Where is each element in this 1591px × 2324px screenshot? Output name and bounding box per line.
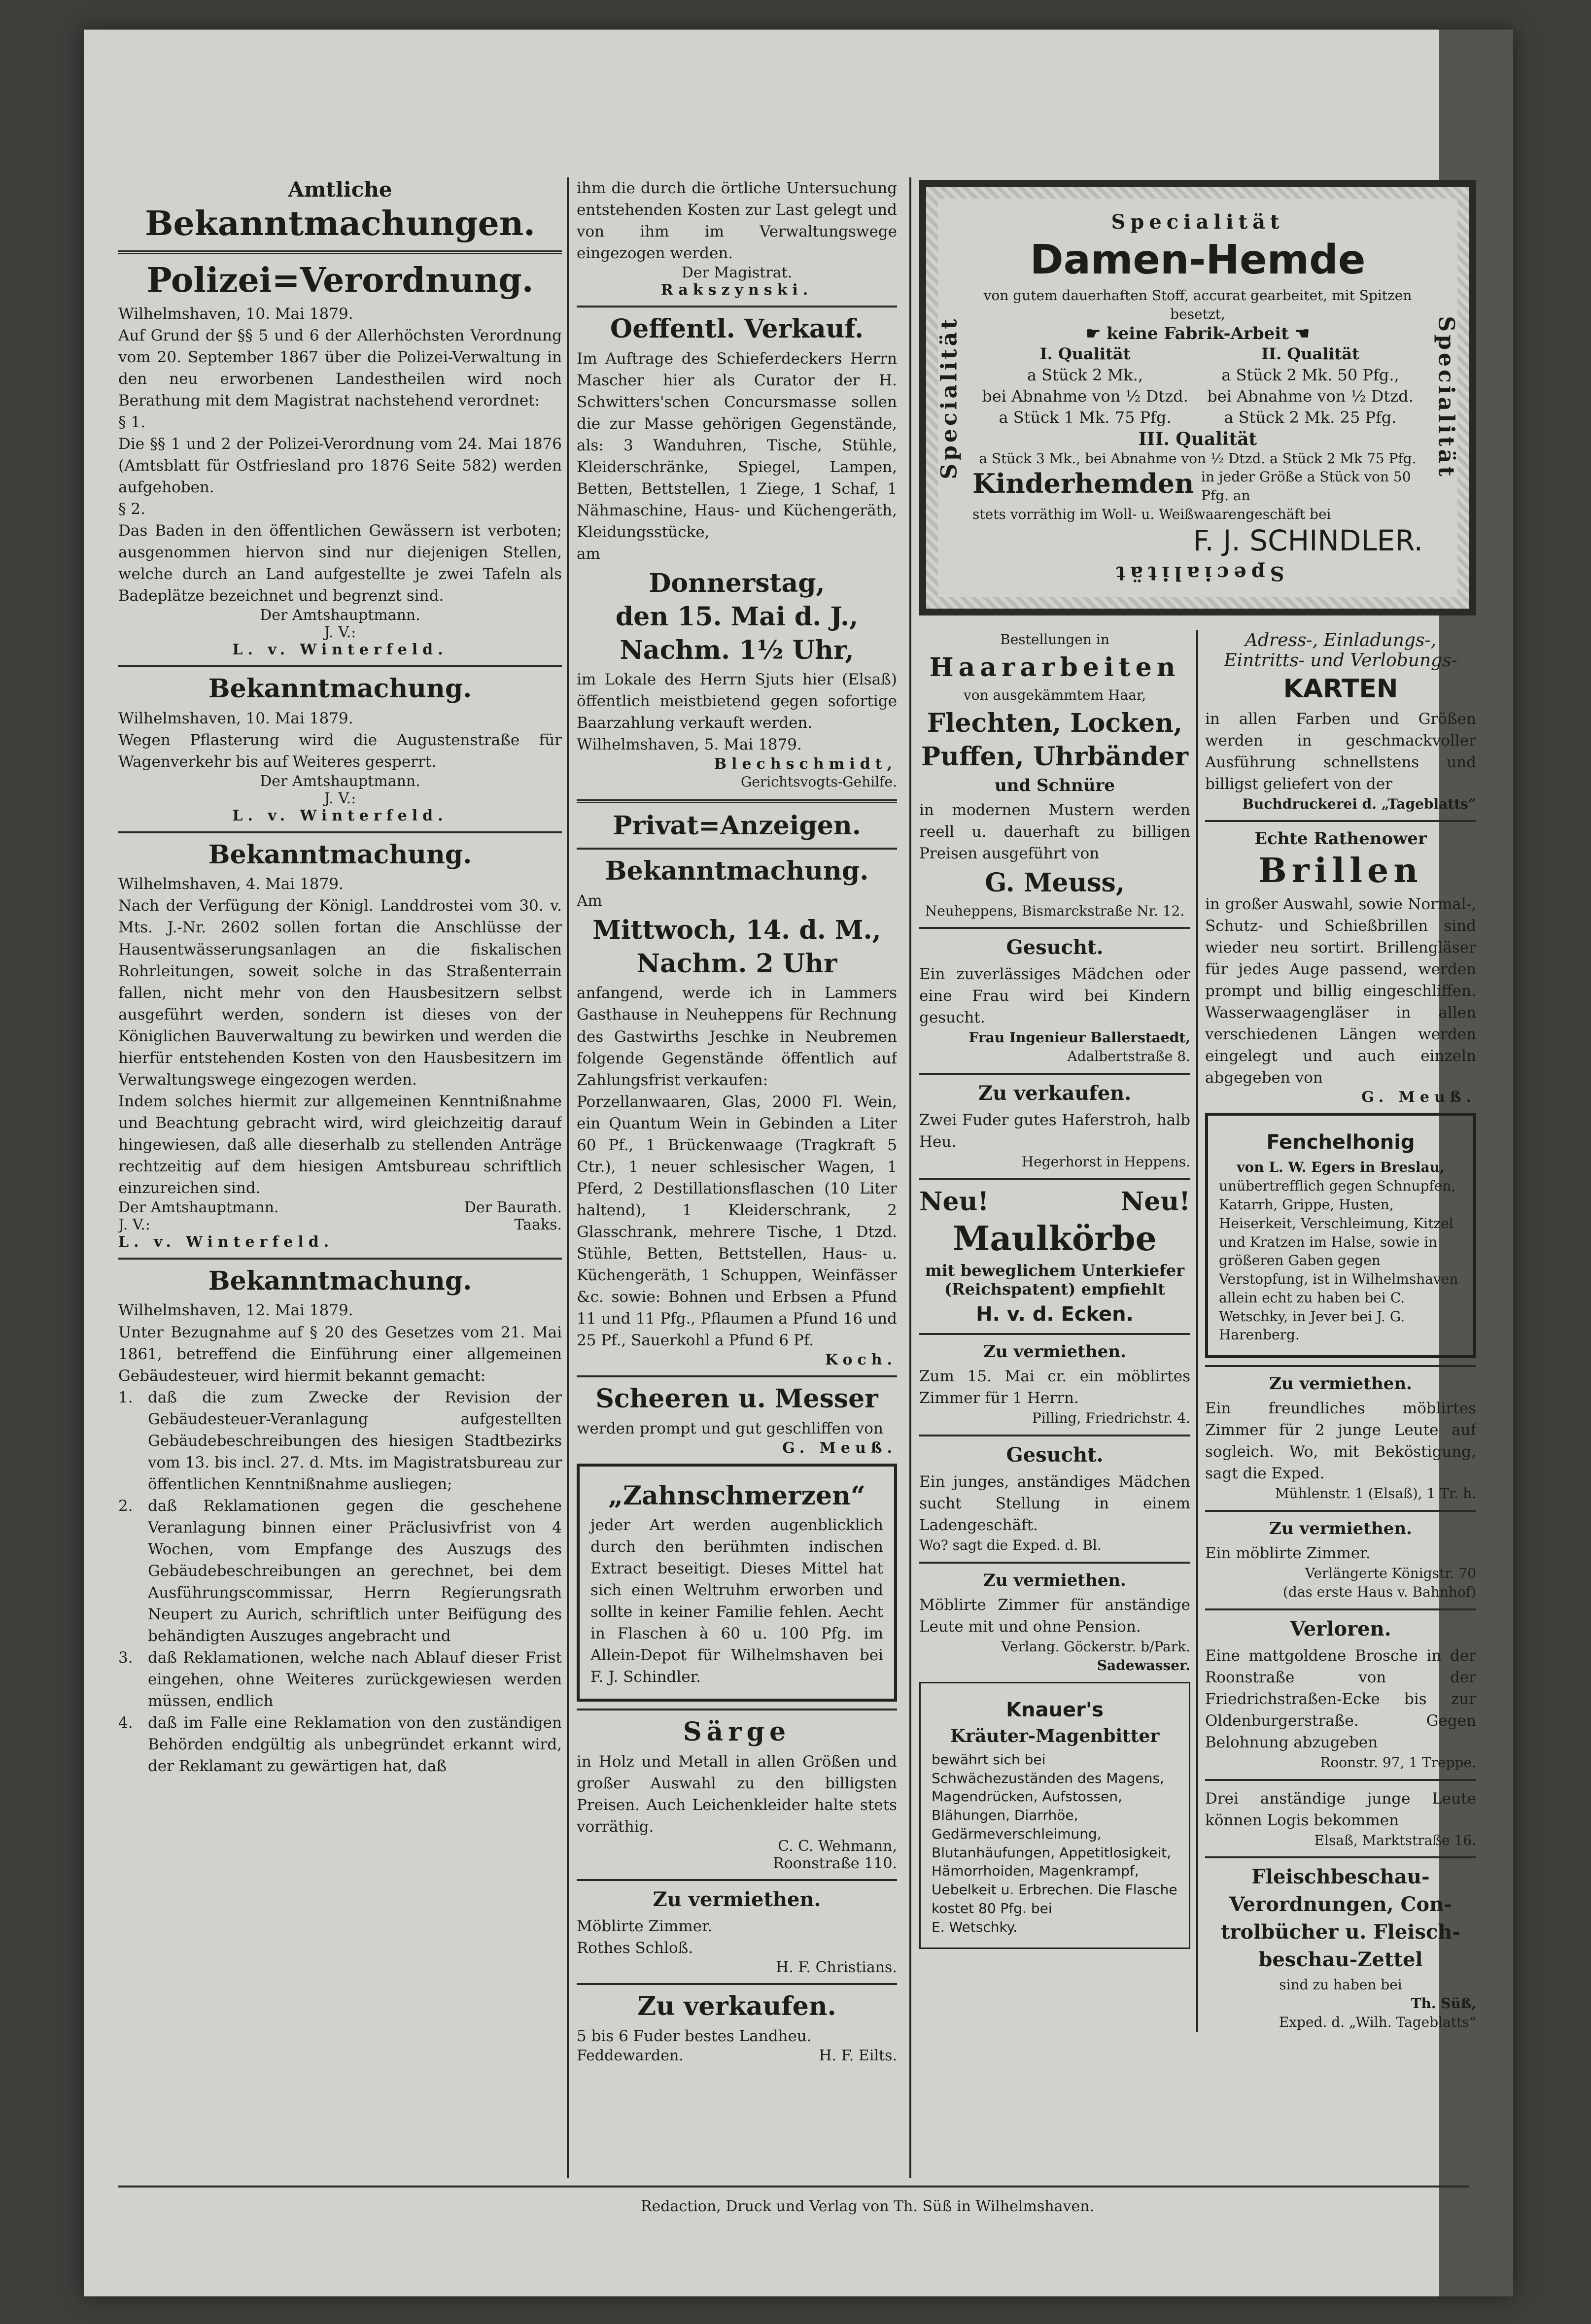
signature-name: Sadewasser.: [1097, 1657, 1190, 1674]
ad-title: Zu verkaufen.: [637, 1991, 836, 2022]
ad-line: und Schnüre: [994, 775, 1115, 795]
auction-title: Bekanntmachung.: [605, 856, 869, 887]
ad-title: Haararbeiten: [929, 652, 1180, 683]
divider: [919, 1073, 1190, 1075]
ad-line: Adress-, Einladungs-,: [1245, 630, 1437, 650]
signature-title: Der Amtshauptmann.: [260, 772, 420, 790]
auction-day: Mittwoch, 14. d. M.,: [592, 915, 881, 945]
quality-2-price: a Stück 2 Mk. 50 Pfg.,: [1221, 365, 1399, 384]
public-sale-place: Wilhelmshaven, 5. Mai 1879.: [577, 736, 802, 754]
list-item-text: daß Reklamationen, welche nach Ablauf dieser Frist eingehen, ohne Weiteres zurückgewiesen werden müssen, endlich: [148, 1648, 562, 1710]
signature-row: [118, 1199, 562, 1216]
ad-title: KARTEN: [1283, 674, 1398, 704]
public-sale-am: am: [577, 545, 600, 563]
quality-1-bulk: bei Abnahme von ½ Dtzd.: [982, 387, 1188, 406]
children-shirts-price: in jeder Größe a Stück von 50 Pfg. an: [1201, 469, 1411, 504]
divider: [919, 927, 1190, 929]
ad-wanted-1: [919, 936, 1190, 1066]
ad-ladies-shirts-inner: [938, 199, 1457, 597]
divider: [1205, 1365, 1476, 1367]
signature-title: Gerichtsvogts-Gehilfe.: [740, 774, 897, 790]
quality-2-bulk-price: a Stück 2 Mk. 25 Pfg.: [1224, 408, 1397, 427]
signature-title: Der Amtshauptmann.: [260, 606, 420, 624]
notice-text: Indem solches hiermit zur allgemeinen Kenntnißnahme und Beachtung gebracht wird, wird gleichzeitig darauf hingewiesen, daß alle dieserhalb zu stellenden Anträge rechtzeitig auf dem hiesigen Amtsbureau schriftlich einzureichen sind.: [118, 1092, 562, 1197]
signature-row: [577, 2047, 897, 2064]
public-sale-date: den 15. Mai d. J.,: [615, 601, 859, 632]
divider: [577, 1879, 897, 1881]
ad-rent-4: [1205, 1519, 1476, 1602]
notice-text: Unter Bezugnahme auf § 20 des Gesetzes vom 21. Mai 1861, betreffend die Einführung einer allgemeinen Gebäudesteuer, wird hiermit bekannt gemacht:: [118, 1323, 562, 1385]
ad-coffins: [577, 1717, 897, 1872]
banner-right: Specialität: [1433, 316, 1459, 479]
quality-2-bulk: bei Abnahme von ½ Dtzd.: [1207, 387, 1414, 406]
ad-line: Flechten, Locken,: [927, 708, 1183, 739]
notice-title: Bekanntmachung.: [208, 1265, 472, 1296]
ad-title: Zu vermiethen.: [653, 1888, 821, 1912]
ad-scissors: [577, 1384, 897, 1457]
divider: [577, 848, 897, 850]
notice-building-tax: [118, 1266, 562, 1777]
ad-text: werden prompt und gut geschliffen von: [577, 1419, 883, 1437]
quality-grid: [972, 343, 1423, 429]
ad-text: in großer Auswahl, sowie Normal-, Schutz- und Schießbrillen sind wieder neu sortirt. Brillengläser für jedes Auge passend, werden prompt und billig eingeschliffen. Wasserwaagengläser in allen verschiedenen Längen werden eingelegt und auch einzeln abgegeben von: [1205, 895, 1476, 1087]
ad-title: Brillen: [1258, 851, 1423, 891]
shop-line: stets vorräthig im Woll- u. Weißwaarengeschäft bei: [972, 506, 1331, 522]
column-official-notices: [118, 148, 562, 1777]
paragraph-2-heading: § 2.: [118, 500, 145, 518]
signature-name: Rakszynski.: [660, 281, 813, 299]
public-sale-title: Oeffentl. Verkauf.: [610, 314, 864, 344]
public-sale-time: Nachm. 1½ Uhr,: [620, 635, 854, 665]
divider: [118, 250, 562, 254]
signature-name: G. Meuß.: [1361, 1089, 1476, 1106]
imprint-footer: Redaction, Druck und Verlag von Th. Süß in Wilhelmshaven.: [641, 2198, 1095, 2215]
signature-name: C. C. Wehmann,: [778, 1838, 897, 1855]
continued-text: ihm die durch die örtliche Untersuchung entstehenden Kosten zur Last gelegt und von ihm im Verwaltungswege eingezogen werden.: [577, 179, 897, 263]
list-item-number: 3.: [118, 1648, 133, 1667]
column-advertisements: [919, 175, 1476, 2195]
notice-text: Nach der Verfügung der Königl. Landdrostei vom 30. v. Mts. J.-Nr. 2602 sollen fortan die Anschlüsse der Hausentwässerungsanlagen an die fiskalischen Rohrleitungen, soweit solche in das Straßenterrain fallen, nicht mehr von den Hausbesitzern selbst ausgeführt werden, sondern ist dieses von der Königlichen Bauverwaltung zu bewirken und werden die hierfür entstehenden Kosten von den Hausbesitzern im Verwaltungswege eingezogen werden.: [118, 897, 562, 1089]
ad-glasses: [1205, 829, 1476, 1106]
ads-two-column: [919, 630, 1476, 2032]
signature-name: H. F. Christians.: [776, 1959, 897, 1977]
ad-text: Ein freundliches möblirtes Zimmer für 2 junge Leute auf sogleich. Wo, mit Beköstigung, sagt die Exped.: [1205, 1400, 1476, 1483]
ad-new-row: [919, 1187, 1190, 1217]
divider: [1205, 1779, 1476, 1781]
ad-wanted-2: [919, 1443, 1190, 1555]
ad-stomach-bitter: [919, 1682, 1190, 1949]
ad-title-line: Fleischbeschau-: [1251, 1865, 1430, 1889]
ad-text: Ein junges, anständiges Mädchen sucht Stellung in einem Ladengeschäft.: [919, 1473, 1190, 1535]
ad-text: in modernen Mustern werden reell u. dauerhaft zu billigen Preisen ausgeführt von: [919, 801, 1190, 862]
signature-name: Blechschmidt,: [714, 755, 897, 773]
ad-title: Zu vermiethen.: [983, 1342, 1126, 1362]
ad-subtitle: mit beweglichem Unterkiefer (Reichspatent) empfiehlt: [925, 1261, 1185, 1299]
signature-address-2: (das erste Haus v. Bahnhof): [1282, 1583, 1476, 1600]
ad-subtitle: von gutem dauerhaften Stoff, accurat gearbeitet, mit Spitzen besetzt,: [983, 287, 1412, 322]
ad-for-sale-straw: [919, 1082, 1190, 1171]
signature-name: L. v. Winterfeld.: [118, 1233, 334, 1251]
signature-address: Roonstraße 110.: [773, 1855, 897, 1873]
section-label-amtliche: Amtliche: [288, 177, 392, 202]
ad-hair-work: [919, 630, 1190, 921]
police-ordinance-date: Wilhelmshaven, 10. Mai 1879.: [118, 305, 353, 323]
new-label-right: Neu!: [1120, 1186, 1190, 1217]
divider: [1205, 820, 1476, 822]
ad-text: jeder Art werden augenblicklich durch den berühmten indischen Extract beseitigt. Dieses Mittel hat sich einen Weltruhm erworben und sollte in keiner Familie fehlen. Aecht in Flaschen à 60 u. 100 Pfg. im Allein-Depot für Wilhelmshaven bei F. J. Schindler.: [590, 1516, 883, 1686]
auction-text: anfangend, werde ich in Lammers Gasthause in Neuheppens für Rechnung des Gastwirths Jeschke in Neubremen folgende Gegenstände öffentlich auf Zahlungsfrist verkaufen:: [577, 984, 897, 1089]
divider: [577, 1983, 897, 1985]
divider: [118, 831, 562, 833]
ad-rent-3: [1205, 1374, 1476, 1503]
public-sale-text: Im Auftrage des Schieferdeckers Herrn Mascher hier als Curator der H. Schwitters'schen Concursmasse sollen die zur Masse gehörigen Gegenstände, als: 3 Wanduhren, Tische, Stühle, Kleiderschränke, Spiegel, Lampen, Betten, Bettstellen, 1 Ziege, 1 Schaf, 1 Nähmaschine, Haus- und Küchengeräth, Kleidungsstücke,: [577, 349, 897, 541]
quality-1-bulk-price: a Stück 1 Mk. 75 Pfg.: [999, 408, 1172, 427]
list-item-text: daß die zum Zwecke der Revision der Gebäudesteuer-Veranlagung aufgestellten Gebäudebeschreibungen des hiesigen Stadtbezirks vom 13. bis incl. 27. d. Mts. im Magistratsbureau zur öffentlichen Kenntnißnahme ausliegen;: [148, 1388, 562, 1493]
signature-name: L. v. Winterfeld.: [232, 641, 448, 658]
signature-name: Hegerhorst in Heppens.: [1021, 1154, 1190, 1170]
signature-name: Koch.: [825, 1351, 897, 1368]
divider: [118, 665, 562, 667]
new-label: Neu!: [919, 1186, 989, 1217]
list-item: [118, 1647, 562, 1712]
ad-text: Möblirte Zimmer für anständige Leute mit und ohne Pension.: [919, 1596, 1190, 1636]
ad-fennel-honey: [1205, 1113, 1476, 1358]
signature-name-right: Taaks.: [514, 1216, 562, 1233]
list-item: [118, 1712, 562, 1777]
ad-line: Puffen, Uhrbänder: [921, 741, 1188, 772]
divider: [1205, 1510, 1476, 1512]
signature-name: G. Meuß.: [782, 1439, 897, 1457]
ad-no-factory: keine Fabrik-Arbeit: [1107, 323, 1289, 343]
ad-title: Scheeren u. Messer: [595, 1383, 878, 1414]
column-rule-2: [909, 177, 911, 2178]
signature-address: Exped. d. „Wilh. Tageblatts“: [1279, 2014, 1476, 2031]
signature-proxy: J. V.:: [118, 1216, 150, 1233]
ad-text: Möblirte Zimmer.: [577, 1917, 713, 1936]
ads-left: [919, 630, 1198, 2032]
ad-sale-hay: [577, 1992, 897, 2064]
divider: [577, 306, 897, 308]
signature-title: Der Amtshauptmann.: [118, 1198, 279, 1216]
signature-address: Verlang. Göckerstr. b/Park.: [1001, 1639, 1190, 1655]
ad-title: Knauer's: [1006, 1698, 1104, 1721]
signature-address: Roonstr. 97, 1 Treppe.: [1320, 1754, 1476, 1771]
ad-place: Feddewarden.: [577, 2047, 684, 2065]
ads-right: [1205, 630, 1476, 2032]
ad-title: Gesucht.: [1006, 1443, 1104, 1467]
signature-name: H. F. Eilts.: [819, 2047, 897, 2065]
signature-address: Adalbertstraße 8.: [1067, 1048, 1190, 1065]
notice-drainage: [118, 840, 562, 1251]
ad-title: Zu vermiethen.: [1269, 1519, 1412, 1539]
auction-time: Nachm. 2 Uhr: [636, 948, 837, 979]
signature-name: Pilling, Friedrichstr. 4.: [1032, 1410, 1190, 1427]
paragraph-2-text: Das Baden in den öffentlichen Gewässern ist verboten; ausgenommen hiervon sind nur diejenigen Stellen, welche durch an Land aufgestellte je zwei Tafeln als Badeplätze bezeichnet und begrenzt sind.: [118, 521, 562, 605]
list-item-number: 1.: [118, 1388, 133, 1406]
quality-3-price: a Stück 3 Mk., bei Abnahme von ½ Dtzd. a Stück 2 Mk 75 Pfg.: [979, 450, 1417, 467]
signature-name: L. v. Winterfeld.: [232, 807, 448, 824]
list-item-text: daß im Falle eine Reklamation von den zuständigen Behörden endgültig als unbegründet erkannt wird, der Reklamant zu gewärtigen hat, daß: [148, 1713, 562, 1775]
divider: [919, 1435, 1190, 1436]
hand-pointer-icon: ☛: [1085, 323, 1107, 343]
ad-title-line: Verordnungen, Con-: [1229, 1893, 1452, 1916]
auction-am: Am: [577, 891, 602, 910]
ad-title: Zu vermiethen.: [983, 1571, 1126, 1591]
ad-toothache: [577, 1464, 897, 1702]
children-shirts-row: [972, 468, 1423, 505]
column-rule-1: [567, 177, 569, 2178]
signature-row: [118, 1216, 562, 1233]
quality-1: I. Qualität: [1039, 344, 1131, 363]
list-item: [118, 1495, 562, 1647]
ad-address: Neuheppens, Bismarckstraße Nr. 12.: [925, 902, 1185, 919]
ad-contact: Wo? sagt die Exped. d. Bl.: [919, 1537, 1102, 1554]
ad-text: sind zu haben bei: [1279, 1977, 1402, 1993]
divider: [919, 1562, 1190, 1564]
ad-lost: [1205, 1617, 1476, 1772]
paragraph-1-text: Die §§ 1 und 2 der Polizei-Verordnung vom 24. Mai 1876 (Amtsblatt für Ostfriesland pro 1876 Seite 582) werden aufgehoben.: [118, 435, 562, 496]
quality-1-price: a Stück 2 Mk.,: [1027, 365, 1143, 384]
signature-name: Frau Ingenieur Ballerstaedt,: [968, 1029, 1190, 1046]
list-item-text: daß Reklamationen gegen die geschehene Veranlagung binnen einer Präclusivfrist von 4 Wochen, vom Empfange des Auszugs des Gebäudebeschreibungen an gerechnet, bei dem Ausführungscommissar, Herrn Regierungsrath Neupert zu Aurich, schriftlich unter Beifügung des behändigten Auszuges angebracht und: [148, 1497, 562, 1645]
ad-title: Zu verkaufen.: [978, 1081, 1132, 1105]
divider: [919, 1178, 1190, 1180]
ad-from: von L. W. Egers in Breslau,: [1237, 1159, 1445, 1176]
notice-paving: [118, 674, 562, 824]
police-ordinance: [118, 262, 562, 658]
section-title-private-ads: Privat=Anzeigen.: [613, 811, 861, 841]
quality-3: III. Qualität: [1138, 428, 1257, 449]
ad-title-line: trolbücher u. Fleisch-: [1220, 1920, 1461, 1944]
police-ordinance-intro: Auf Grund der §§ 5 und 6 der Allerhöchsten Verordnung vom 20. September 1867 über die Polizei-Verwaltung in den neu erworbenen Landestheilen wird noch Berathung mit dem Magistrat nachstehend verordnet:: [118, 326, 562, 410]
ad-name: G. Meuss,: [985, 867, 1125, 898]
notice-title: Bekanntmachung.: [208, 839, 472, 870]
notice-title: Bekanntmachung.: [208, 673, 472, 704]
ad-text: in allen Farben und Größen werden in geschmackvoller Ausführung schnellstens und billigst geliefert von der: [1205, 710, 1476, 793]
signature-proxy: J. V.:: [324, 623, 356, 641]
ad-title: Gesucht.: [1006, 936, 1104, 959]
ad-ladies-shirts: [919, 180, 1476, 615]
banner-bottom: Specialität: [1111, 561, 1284, 585]
list-item-number: 4.: [118, 1713, 133, 1732]
signature-name: Th. Süß,: [1411, 1995, 1476, 2012]
ad-text: Zum 15. Mai cr. ein möblirtes Zimmer für 1 Herrn.: [919, 1367, 1190, 1407]
ad-title: Zu vermiethen.: [1269, 1374, 1412, 1394]
ad-text: Ein zuverlässiges Mädchen oder eine Frau wird bei Kindern gesucht.: [919, 965, 1190, 1027]
ad-lodging: [1205, 1788, 1476, 1850]
section-title-bekanntmachungen: Bekanntmachungen.: [145, 204, 535, 243]
ad-pre: Bestellungen in: [1000, 631, 1109, 648]
ad-name: H. v. d. Ecken.: [976, 1303, 1134, 1326]
ad-text: Zwei Fuder gutes Haferstroh, halb Heu.: [919, 1111, 1190, 1151]
ad-title: Verloren.: [1290, 1617, 1391, 1640]
notice-date: Wilhelmshaven, 4. Mai 1879.: [118, 875, 344, 893]
no-factory-line: [972, 324, 1423, 343]
ad-title-line: beschau-Zettel: [1258, 1948, 1423, 1972]
public-sale-day: Donnerstag,: [649, 568, 825, 599]
ad-text: Ein möblirte Zimmer.: [1205, 1544, 1371, 1563]
ad-rent-1: [919, 1342, 1190, 1428]
banner-top: Specialität: [1111, 210, 1284, 234]
police-ordinance-title: Polizei=Verordnung.: [146, 260, 534, 300]
notice-date: Wilhelmshaven, 10. Mai 1879.: [118, 709, 353, 727]
divider: [1205, 1856, 1476, 1858]
divider: [118, 1258, 562, 1260]
ad-title-2: Kräuter-Magenbitter: [950, 1725, 1160, 1746]
ad-title: Damen-Hemde: [1030, 237, 1366, 283]
ad-cards: [1205, 630, 1476, 814]
ad-sig: Buchdruckerei d. „Tageblatts“: [1242, 795, 1476, 812]
ad-text: in Holz und Metall in allen Größen und großer Auswahl zu den billigsten Preisen. Auch Leichenkleider halte stets vorräthig.: [577, 1753, 897, 1836]
public-sale-text: im Lokale des Herrn Sjuts hier (Elsaß) öffentlich meistbietend gegen sofortige Baarzahlung verkauft werden.: [577, 671, 897, 732]
bottom-rule: [118, 2186, 1469, 2187]
divider: [1205, 1608, 1476, 1610]
ad-subtitle: von ausgekämmtem Haar,: [963, 687, 1146, 704]
auction-list: Porzellanwaaren, Glas, 2000 Fl. Wein, ein Quantum Wein in Gebinden a Liter 60 Pf., 1 Brückenwaage (Tragkraft 5 Ctr.), 1 neuer schlesischer Wagen, 1 Pferd, 2 Destillationsflaschen (10 Liter haltend), 1 Kleiderschrank, 2 Glasschrank, mehrere Tische, 1 Dtzd. Stühle, Betten, Bettstellen, Haus- u. Küchengeräth, 1 Schuppen, Weinfässer &c. sowie: Bohnen und Erbsen a Pfund 11 und 11 Pfg., Pflaumen a Pfund 16 und 25 Pf., Sauerkohl a Pfund 6 Pf.: [577, 1093, 897, 1349]
signature-address: Elsaß, Marktstraße 16.: [1314, 1832, 1476, 1848]
ad-text: Drei anständige junge Leute können Logis bekommen: [1205, 1789, 1476, 1829]
ad-text: unübertrefflich gegen Schnupfen, Katarrh, Grippe, Husten, Heiserkeit, Verschleimung, Kitzel und Kratzen im Halse, sowie in größeren Gaben gegen Verstopfung, ist in Wilhelmshaven allein echt zu haben bei C. Wetschky, in Jever bei J. G. Harenberg.: [1219, 1178, 1458, 1343]
signature-address: Mühlenstr. 1 (Elsaß), 1 Tr. h.: [1275, 1485, 1476, 1502]
column-sales-notices: [577, 177, 897, 2064]
banner-left: Specialität: [936, 316, 962, 479]
quality-2: II. Qualität: [1261, 344, 1359, 363]
ad-rent: [577, 1888, 897, 1976]
ad-title: Fenchelhonig: [1266, 1131, 1415, 1154]
ad-rent-2: [919, 1571, 1190, 1675]
ad-pre: Echte Rathenower: [1254, 829, 1427, 849]
list-item: [118, 1387, 562, 1495]
divider: [577, 1709, 897, 1710]
divider: [577, 799, 897, 803]
public-sale: [577, 314, 897, 791]
ad-meat-inspection: [1205, 1865, 1476, 2031]
ad-place: Rothes Schloß.: [577, 1939, 693, 1957]
ad-line: Eintritts- und Verlobungs-: [1224, 650, 1457, 671]
signature-title: Der Magistrat.: [681, 264, 793, 282]
ad-text: 5 bis 6 Fuder bestes Landheu.: [577, 2027, 812, 2046]
divider: [577, 1375, 897, 1377]
notice-date: Wilhelmshaven, 12. Mai 1879.: [118, 1301, 353, 1320]
ad-name: E. Wetschky.: [932, 1918, 1018, 1935]
divider: [919, 1333, 1190, 1335]
list-item-number: 2.: [118, 1497, 133, 1515]
ad-title: „Zahnschmerzen“: [608, 1480, 865, 1511]
signature-proxy: J. V.:: [324, 789, 356, 807]
ad-title: Särge: [683, 1717, 791, 1747]
ad-title: Maulkörbe: [953, 1219, 1157, 1259]
shop-name: F. J. SCHINDLER.: [1193, 523, 1423, 557]
signature-address: Verlängerte Königstr. 70: [1305, 1565, 1476, 1582]
hand-pointer-icon: ☚: [1288, 323, 1310, 343]
children-shirts: Kinderhemden: [972, 468, 1194, 500]
signature-title-right: Der Baurath.: [464, 1198, 562, 1216]
notice-text: Wegen Pflasterung wird die Augustenstraße für Wagenverkehr bis auf Weiteres gesperrt.: [118, 731, 562, 771]
ad-text: Eine mattgoldene Brosche in der Roonstraße von der Friedrichstraßen-Ecke bis zur Oldenburgerstraße. Gegen Belohnung abzugeben: [1205, 1646, 1476, 1751]
ad-text: bewährt sich bei Schwächezuständen des Magens, Magendrücken, Aufstossen, Blähungen, Diarrhöe, Gedärmeverschleimung, Blutanhäufungen, Appetitlosigkeit, Hämorrhoiden, Magenkrampf, Uebelkeit u. Erbrechen. Die Flasche kostet 80 Pfg. bei: [932, 1751, 1177, 1917]
paragraph-1-heading: § 1.: [118, 413, 145, 431]
ad-muzzles: [919, 1187, 1190, 1327]
auction-notice: [577, 856, 897, 1368]
